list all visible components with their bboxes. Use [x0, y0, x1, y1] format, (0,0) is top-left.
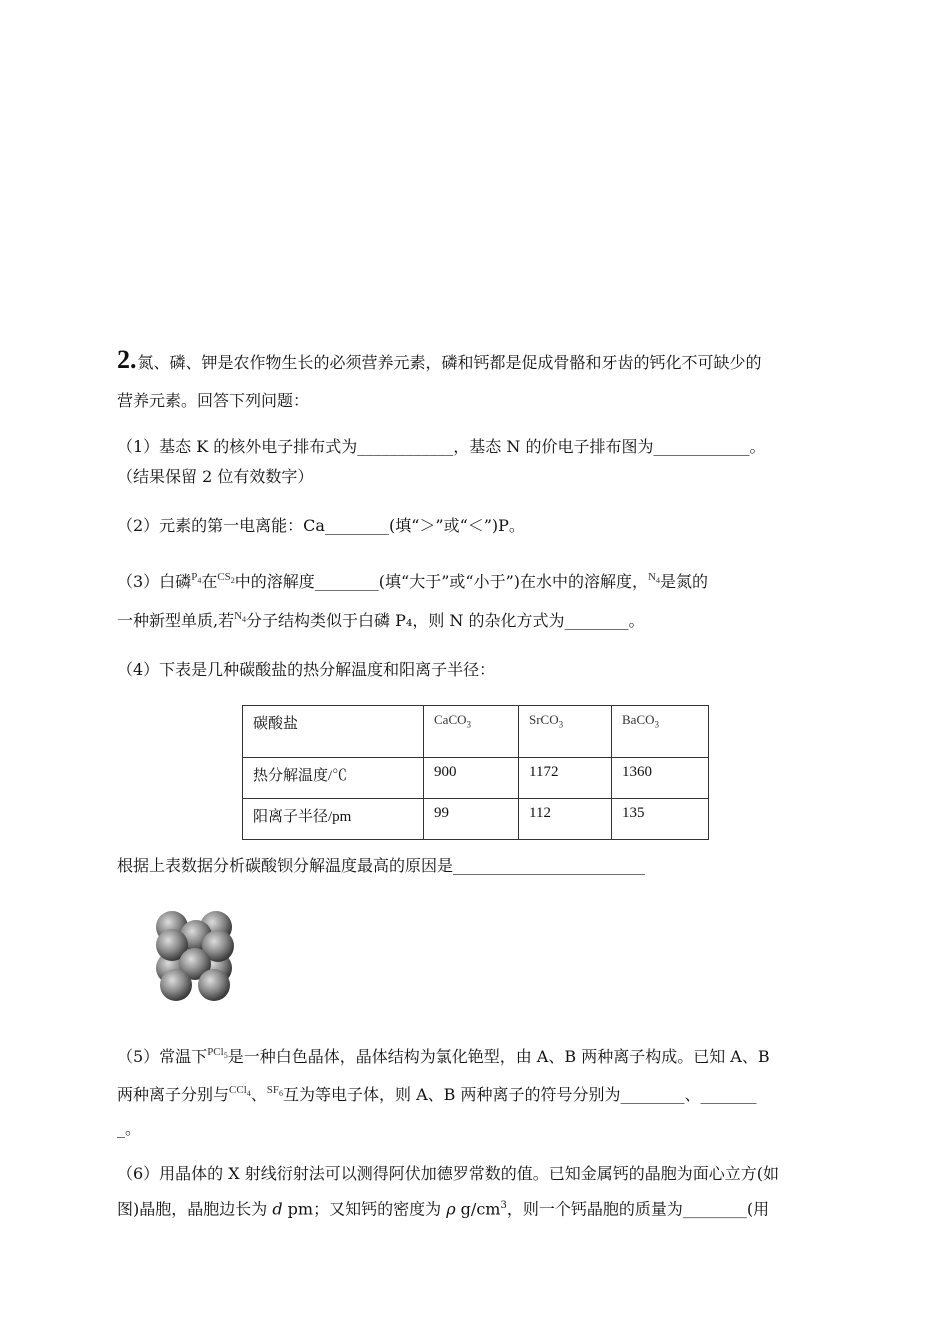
part3-line2	[117, 611, 645, 637]
part3-text-e: 一种新型单质,若	[117, 611, 235, 630]
formula-n4-second: N4	[234, 610, 247, 625]
table-row-label: 热分解温度/℃	[243, 758, 424, 799]
part6-superscript: 3	[500, 1200, 507, 1211]
part1-line2: （结果保留 2 位有效数字）	[117, 467, 314, 486]
table-header-label: 碳酸盐	[243, 706, 424, 758]
atom-sphere	[160, 969, 192, 1001]
formula-n4: N4	[648, 571, 660, 586]
fcc-crystal-image	[150, 900, 240, 1005]
part3-text-c: 中的溶解度________(填“大于”或“小于”)在水中的溶解度，	[234, 572, 649, 591]
part4-after-table: 根据上表数据分析碳酸钡分解温度最高的原因是________________________	[117, 856, 646, 875]
table-header-caco3: CaCO$_3$	[424, 706, 519, 758]
question-number: 2.	[117, 345, 137, 374]
part3-text-d: 是氮的	[659, 572, 708, 591]
part5-line1	[117, 1047, 770, 1073]
formula-ccl4: CCl4	[229, 1084, 251, 1099]
table-cell: 112	[519, 799, 612, 840]
part3-text-b: 在	[201, 572, 218, 591]
table-cell: 1360	[612, 758, 709, 799]
table-header-srco3: SrCO$_3$	[519, 706, 612, 758]
part5-separator: 、	[250, 1085, 267, 1104]
question-intro-line1	[117, 345, 762, 374]
part5-text-c: 两种离子分别与	[117, 1085, 230, 1104]
part2-line1: （2）元素的第一电离能：Ca________(填“＞”或“＜”)P。	[117, 516, 525, 535]
part5-text-d: 互为等电子体，则 A、B 两种离子的符号分别为________、_______	[283, 1085, 757, 1104]
table-cell: 135	[612, 799, 709, 840]
part3-line1	[117, 572, 708, 598]
question-intro-line2: 营养元素。回答下列问题：	[117, 391, 310, 410]
formula-cs2: CS2	[217, 571, 235, 586]
part6-text-d: ，则一个钙晶胞的质量为________(用	[506, 1199, 770, 1219]
part6-text-c: g/cm	[455, 1199, 501, 1219]
atom-sphere	[198, 969, 230, 1001]
formula-pcl5: PCl5	[207, 1046, 228, 1061]
part4-line1: （4）下表是几种碳酸盐的热分解温度和阳离子半径：	[117, 660, 496, 679]
part5-line2	[117, 1085, 757, 1111]
table-header-row	[243, 706, 709, 758]
formula-sf6: SF6	[266, 1084, 284, 1099]
part5-line3: _。	[117, 1119, 142, 1138]
part6-var-d: d	[272, 1199, 283, 1219]
table-cell: 99	[424, 799, 519, 840]
table-row-label: 阳离子半径/pm	[243, 799, 424, 840]
table-row	[243, 758, 709, 799]
part6-var-rho: ρ	[446, 1199, 456, 1219]
carbonate-table	[242, 705, 709, 840]
table-header-baco3: BaCO$_3$	[612, 706, 709, 758]
part5-text-b: 是一种白色晶体，晶体结构为氯化铯型，由 A、B 两种离子构成。已知 A、B	[227, 1047, 770, 1066]
part6-line2	[117, 1196, 769, 1219]
part1-line1: （1）基态 K 的核外电子排布式为____________，基态 N 的价电子排布图为____________。	[117, 437, 766, 456]
part3-text-a: （3）白磷	[117, 572, 192, 591]
formula-p4: P4	[191, 571, 202, 586]
intro-text-1: 氮、磷、钾是农作物生长的必须营养元素，磷和钙都是促成骨骼和牙齿的钙化不可缺少的	[137, 353, 762, 372]
table-cell: 1172	[519, 758, 612, 799]
part5-text-a: （5）常温下	[117, 1047, 208, 1066]
part3-text-f: 分子结构类似于白磷 P₄，则 N 的杂化方式为________。	[246, 611, 645, 630]
table-cell: 900	[424, 758, 519, 799]
part6-line1: （6）用晶体的 X 射线衍射法可以测得阿伏加德罗常数的值。已知金属钙的晶胞为面心立方(如	[117, 1164, 779, 1183]
part6-text-b: pm；又知钙的密度为	[282, 1199, 447, 1219]
table-row	[243, 799, 709, 840]
part6-text-a: 图)晶胞，晶胞边长为	[117, 1199, 273, 1219]
